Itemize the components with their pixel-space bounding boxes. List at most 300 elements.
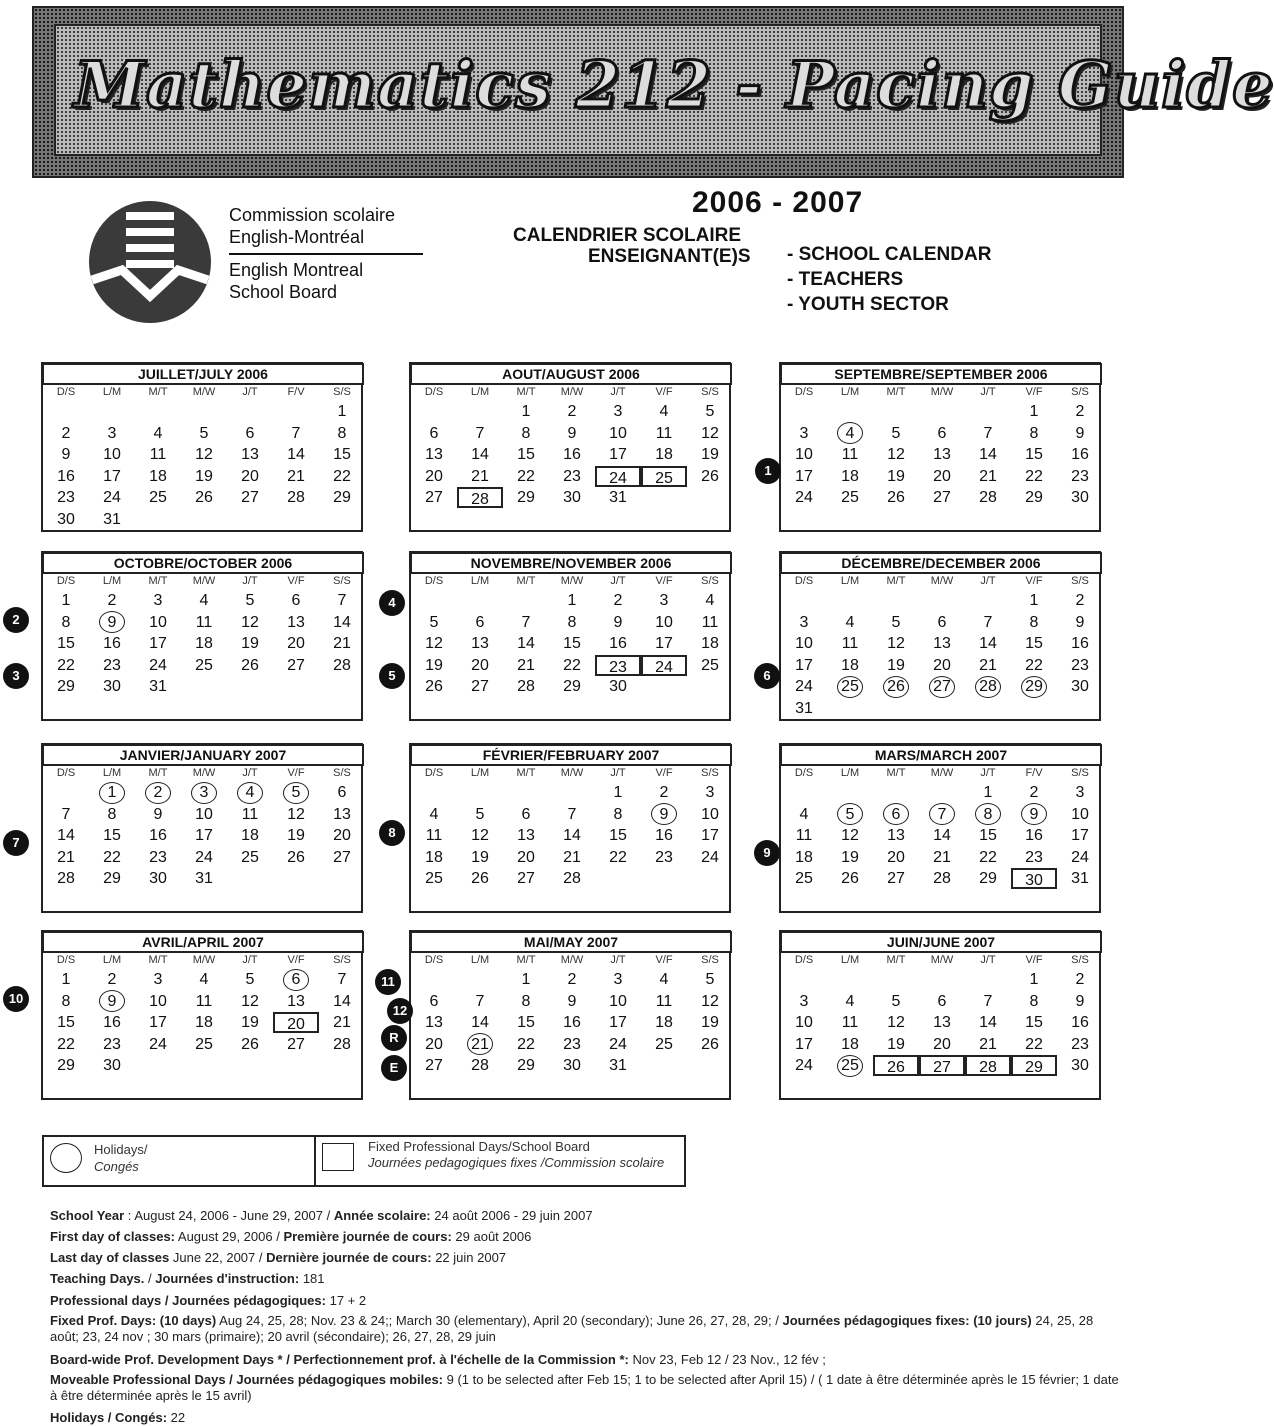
calendar-day: 21 xyxy=(563,848,581,866)
calendar-day: 10 xyxy=(195,805,213,823)
calendar-day: 14 xyxy=(471,446,489,463)
weekday-header: V/F xyxy=(655,386,673,398)
weekday-header: M/W xyxy=(930,575,954,587)
month-title: JUIN/JUNE 2007 xyxy=(780,931,1102,953)
weekday-header: M/T xyxy=(886,767,906,779)
calendar-day: 14 xyxy=(563,827,581,844)
calendar-day: 17 xyxy=(609,1014,627,1031)
calendar-day: 12 xyxy=(241,992,259,1010)
calendar-day: 7 xyxy=(61,805,71,823)
calendar-day: 2 xyxy=(61,424,71,442)
calendar-day: 25 xyxy=(241,848,259,866)
board-days-label: Board-wide Prof. Development Days * / Perfectionnement prof. à l'échelle de la Commission *: xyxy=(50,1352,629,1367)
calendar-day: 19 xyxy=(887,1035,905,1053)
calendar-day: 27 xyxy=(241,489,259,506)
calendar-day: 3 xyxy=(181,782,227,803)
calendar-day: 17 xyxy=(103,467,121,485)
first-day-label: First day of classes: xyxy=(50,1229,175,1244)
calendar-day: 26 xyxy=(195,489,213,506)
calendar-day: 1 xyxy=(983,784,993,801)
calendar-day: 1 xyxy=(1029,592,1039,609)
calendar-day: 1 xyxy=(61,592,71,609)
holiday-legend-icon xyxy=(50,1143,82,1173)
school-year-label: School Year xyxy=(50,1208,125,1223)
month-title: AVRIL/APRIL 2007 xyxy=(42,931,364,953)
calendar-day: 8 xyxy=(1029,613,1039,631)
calendar-day: 14 xyxy=(333,992,351,1010)
calendar-day: 18 xyxy=(241,827,259,844)
calendar-day: 29 xyxy=(1011,1055,1057,1076)
calendar-day: 12 xyxy=(195,446,213,463)
calendar-day: 5 xyxy=(273,782,319,803)
calendar-day: 31 xyxy=(195,870,213,887)
school-year-fr-value: 24 août 2006 - 29 juin 2007 xyxy=(434,1208,593,1223)
weekday-header: J/T xyxy=(242,767,258,779)
calendar-day: 25 xyxy=(795,870,813,887)
calendar-day: 1 xyxy=(1029,403,1039,420)
calendar-day: 3 xyxy=(613,403,623,420)
calendar-day: 16 xyxy=(149,827,167,844)
week-marker: 11 xyxy=(375,969,401,995)
calendar-day: 1 xyxy=(61,971,71,988)
calendar-day: 18 xyxy=(425,848,443,866)
calendar-day: 29 xyxy=(517,489,535,506)
calendar-day: 12 xyxy=(287,805,305,823)
calendar-day: 17 xyxy=(149,635,167,652)
calendar-day: 8 xyxy=(61,613,71,631)
weekday-header: S/S xyxy=(701,575,719,587)
calendar-day: 27 xyxy=(425,489,443,506)
holiday-circle xyxy=(837,422,863,444)
month-title: JANVIER/JANUARY 2007 xyxy=(42,744,364,766)
week-marker: 5 xyxy=(379,663,405,689)
holiday-circle xyxy=(191,782,217,804)
holiday-circle xyxy=(99,611,125,633)
calendar-day: 25 xyxy=(655,1035,673,1053)
calendar-day: 22 xyxy=(333,467,351,485)
calendar-day: 19 xyxy=(471,848,489,866)
calendar-day: 15 xyxy=(563,635,581,652)
week-marker: E xyxy=(381,1055,407,1081)
teaching-fr-label: Journées d'instruction: xyxy=(155,1271,300,1286)
fixed-days-fr-label: Journées pédagogiques fixes: (10 jours) xyxy=(782,1313,1032,1328)
calendar-day: 26 xyxy=(701,1035,719,1053)
calendar-day: 10 xyxy=(1071,805,1089,823)
board-line2: English-Montréal xyxy=(229,227,365,247)
calendar-day: 16 xyxy=(563,446,581,463)
holidays-value: 22 xyxy=(170,1410,186,1425)
holiday-circle xyxy=(883,676,909,698)
calendar-day: 2 xyxy=(567,403,577,420)
weekday-header: J/T xyxy=(242,954,258,966)
month-title: SEPTEMBRE/SEPTEMBER 2006 xyxy=(780,363,1102,385)
calendar-day: 3 xyxy=(799,424,809,442)
weekday-header: M/T xyxy=(148,575,168,587)
calendar-day: 17 xyxy=(195,827,213,844)
calendar-day: 30 xyxy=(149,870,167,887)
calendar-day: 20 xyxy=(887,848,905,866)
subtitle-school-calendar: - SCHOOL CALENDAR xyxy=(787,244,992,265)
calendar-day: 11 xyxy=(841,635,859,652)
calendar-day: 28 xyxy=(563,870,581,887)
weekday-header: V/F xyxy=(287,575,305,587)
calendar-day: 16 xyxy=(57,467,75,485)
calendar-day: 31 xyxy=(795,699,813,717)
weekday-header: M/T xyxy=(516,386,536,398)
calendar-day: 26 xyxy=(241,656,259,674)
holiday-circle xyxy=(883,803,909,825)
calendar-day: 28 xyxy=(979,489,997,506)
info-teaching-days: Teaching Days. / Journées d'instruction: 181 xyxy=(50,1271,325,1286)
month-title: OCTOBRE/OCTOBER 2006 xyxy=(42,552,364,574)
calendar-day: 6 xyxy=(245,424,255,442)
calendar-day: 17 xyxy=(795,656,813,674)
weekday-header: J/T xyxy=(242,386,258,398)
calendar-day: 18 xyxy=(841,467,859,485)
last-day-fr-value: 22 juin 2007 xyxy=(435,1250,507,1265)
calendar-day: 15 xyxy=(609,827,627,844)
calendar-day: 25 xyxy=(425,870,443,887)
calendar-day: 28 xyxy=(333,1035,351,1053)
weekday-header: V/F xyxy=(1025,954,1043,966)
fixed-days-value: Aug 24, 25, 28; Nov. 23 & 24;; March 30 (elementary), April 20 (secondary); June 26, 27, 28, 29; xyxy=(219,1313,772,1328)
weekday-header: L/M xyxy=(840,954,860,966)
calendar-day: 28 xyxy=(965,676,1011,697)
calendar-day: 16 xyxy=(103,1014,121,1031)
calendar-day: 12 xyxy=(887,446,905,463)
calendar-day: 14 xyxy=(333,613,351,631)
calendar-day: 9 xyxy=(1011,804,1057,825)
holiday-circle xyxy=(837,676,863,698)
calendar-day: 9 xyxy=(613,613,623,631)
calendar-day: 26 xyxy=(471,870,489,887)
school-year-fr-label: Année scolaire: xyxy=(333,1208,431,1223)
weekday-header: D/S xyxy=(424,767,444,779)
weekday-header: M/W xyxy=(560,386,584,398)
calendar-day: 29 xyxy=(1011,676,1057,697)
calendar-day: 22 xyxy=(103,848,121,866)
calendar-day: 21 xyxy=(979,656,997,674)
calendar-day: 20 xyxy=(933,1035,951,1053)
calendar-day: 24 xyxy=(103,489,121,506)
weekday-header: J/T xyxy=(980,386,996,398)
calendar-day: 29 xyxy=(103,870,121,887)
weekday-header: L/M xyxy=(102,954,122,966)
calendar-day: 10 xyxy=(701,805,719,823)
calendar-day: 9 xyxy=(567,424,577,442)
calendar-day: 23 xyxy=(563,467,581,485)
calendar-day: 29 xyxy=(333,489,351,506)
calendar-day: 11 xyxy=(655,992,673,1010)
weekday-header: M/W xyxy=(192,954,216,966)
calendar-day: 21 xyxy=(471,467,489,485)
calendar-day: 13 xyxy=(471,635,489,652)
month-calendar xyxy=(409,743,731,913)
calendar-day: 16 xyxy=(1071,446,1089,463)
calendar-day: 4 xyxy=(199,592,209,609)
legend xyxy=(42,1135,686,1187)
calendar-day: 3 xyxy=(799,613,809,631)
calendar-day: 8 xyxy=(965,804,1011,825)
calendar-day: 21 xyxy=(333,635,351,652)
calendar-day: 16 xyxy=(655,827,673,844)
holiday-circle xyxy=(651,803,677,825)
prof-days-value: 17 + 2 xyxy=(329,1293,367,1308)
week-marker: 1 xyxy=(755,458,781,484)
calendar-day: 31 xyxy=(609,489,627,506)
calendar-day: 17 xyxy=(655,635,673,652)
calendar-day: 17 xyxy=(701,827,719,844)
subtitle-teachers: - TEACHERS xyxy=(787,269,904,290)
calendar-day: 17 xyxy=(1071,827,1089,844)
calendar-day: 30 xyxy=(103,1057,121,1074)
calendar-day: 27 xyxy=(287,656,305,674)
calendar-day: 20 xyxy=(933,656,951,674)
calendar-day: 7 xyxy=(567,805,577,823)
weekday-header: M/W xyxy=(560,575,584,587)
calendar-day: 3 xyxy=(659,592,669,609)
first-day-value: August 29, 2006 xyxy=(177,1229,273,1244)
calendar-day: 10 xyxy=(655,613,673,631)
calendar-day: 19 xyxy=(841,848,859,866)
weekday-header: J/T xyxy=(980,575,996,587)
calendar-day: 12 xyxy=(701,992,719,1010)
month-calendar xyxy=(779,362,1101,532)
calendar-day: 14 xyxy=(57,827,75,844)
weekday-header: F/V xyxy=(1025,767,1043,779)
calendar-day: 19 xyxy=(195,467,213,485)
calendar-day: 3 xyxy=(153,592,163,609)
calendar-day: 20 xyxy=(333,827,351,844)
last-day-label: Last day of classes xyxy=(50,1250,170,1265)
calendar-day: 7 xyxy=(983,424,993,442)
calendar-day: 24 xyxy=(701,848,719,866)
calendar-day: 5 xyxy=(891,992,901,1010)
weekday-header: L/M xyxy=(470,954,490,966)
week-marker: 12 xyxy=(387,998,413,1024)
calendar-day: 6 xyxy=(291,592,301,609)
calendar-day: 23 xyxy=(655,848,673,866)
board-line1: Commission scolaire xyxy=(229,205,396,225)
calendar-day: 16 xyxy=(1025,827,1043,844)
calendar-day: 2 xyxy=(135,782,181,803)
calendar-day: 2 xyxy=(613,592,623,609)
weekday-header: M/T xyxy=(886,386,906,398)
calendar-day: 30 xyxy=(609,678,627,695)
calendar-day: 14 xyxy=(979,1014,997,1031)
calendar-day: 31 xyxy=(103,510,121,528)
calendar-day: 23 xyxy=(563,1035,581,1053)
calendar-day: 10 xyxy=(149,613,167,631)
weekday-header: M/W xyxy=(930,954,954,966)
calendar-day: 27 xyxy=(425,1057,443,1074)
calendar-day: 22 xyxy=(1025,656,1043,674)
prof-days-label: Professional days / Journées pédagogiques: xyxy=(50,1293,326,1308)
calendar-day: 13 xyxy=(287,992,305,1010)
calendar-day: 15 xyxy=(57,1014,75,1031)
calendar-day: 31 xyxy=(1071,870,1089,887)
month-calendar xyxy=(409,551,731,721)
weekday-header: L/M xyxy=(840,386,860,398)
calendar-day: 12 xyxy=(425,635,443,652)
calendar-day: 10 xyxy=(795,635,813,652)
holiday-circle xyxy=(1021,676,1047,698)
calendar-day: 3 xyxy=(613,971,623,988)
week-marker: 10 xyxy=(3,986,29,1012)
calendar-day: 4 xyxy=(199,971,209,988)
weekday-header: J/T xyxy=(610,767,626,779)
calendar-day: 26 xyxy=(873,676,919,697)
calendar-day: 6 xyxy=(937,613,947,631)
weekday-header: D/S xyxy=(56,767,76,779)
legend-fixed-en: Fixed Professional Days/School Board xyxy=(368,1139,590,1154)
calendar-day: 11 xyxy=(795,827,813,844)
calendar-day: 25 xyxy=(195,656,213,674)
calendar-day: 26 xyxy=(841,870,859,887)
calendar-day: 9 xyxy=(1075,992,1085,1010)
calendar-day: 26 xyxy=(887,489,905,506)
calendar-day: 13 xyxy=(517,827,535,844)
calendar-day: 4 xyxy=(659,971,669,988)
weekday-header: M/W xyxy=(192,575,216,587)
calendar-day: 31 xyxy=(149,678,167,695)
calendar-day: 13 xyxy=(425,446,443,463)
calendar-day: 23 xyxy=(1071,1035,1089,1053)
calendar-day: 14 xyxy=(471,1014,489,1031)
holiday-circle xyxy=(837,1055,863,1077)
calendar-day: 10 xyxy=(149,992,167,1010)
calendar-day: 18 xyxy=(195,1014,213,1031)
calendar-day: 4 xyxy=(827,423,873,444)
weekday-header: J/T xyxy=(610,954,626,966)
school-year-heading: 2006 - 2007 xyxy=(692,186,864,219)
calendar-day: 25 xyxy=(827,1055,873,1076)
calendar-day: 30 xyxy=(563,1057,581,1074)
calendar-day: 8 xyxy=(1029,424,1039,442)
calendar-day: 11 xyxy=(425,827,443,844)
weekday-header: S/S xyxy=(333,767,351,779)
calendar-day: 8 xyxy=(521,992,531,1010)
calendar-day: 21 xyxy=(979,1035,997,1053)
calendar-day: 5 xyxy=(891,424,901,442)
calendar-day: 2 xyxy=(659,784,669,801)
calendar-day: 18 xyxy=(655,446,673,463)
weekday-header: S/S xyxy=(333,386,351,398)
calendar-day: 24 xyxy=(1071,848,1089,866)
calendar-day: 2 xyxy=(107,971,117,988)
weekday-header: M/W xyxy=(192,767,216,779)
calendar-day: 23 xyxy=(1071,656,1089,674)
info-last-day: Last day of classes June 22, 2007 / Dernière journée de cours: 22 juin 2007 xyxy=(50,1250,507,1265)
calendar-day: 18 xyxy=(795,848,813,866)
holiday-circle xyxy=(975,803,1001,825)
calendar-day: 7 xyxy=(475,992,485,1010)
calendar-day: 19 xyxy=(887,656,905,674)
week-marker: 6 xyxy=(754,663,780,689)
calendar-day: 13 xyxy=(933,446,951,463)
calendar-day: 12 xyxy=(887,1014,905,1031)
calendar-day: 6 xyxy=(937,992,947,1010)
calendar-day: 3 xyxy=(153,971,163,988)
weekday-header: V/F xyxy=(1025,575,1043,587)
moveable-days-value: 9 (1 to be selected after Feb 15; 1 to be selected after April 15) / ( 1 date à être déterminée après le 15 février; 1 date à être déterminée après le 15 avril) xyxy=(50,1372,1119,1403)
calendar-day: 27 xyxy=(333,848,351,866)
calendar-day: 23 xyxy=(103,656,121,674)
week-marker: R xyxy=(381,1025,407,1051)
calendar-day: 4 xyxy=(153,424,163,442)
month-calendar xyxy=(41,743,363,913)
weekday-header: M/T xyxy=(148,954,168,966)
calendar-day: 10 xyxy=(795,1014,813,1031)
calendar-day: 4 xyxy=(845,613,855,631)
calendar-day: 7 xyxy=(475,424,485,442)
calendar-day: 18 xyxy=(655,1014,673,1031)
info-school-year: School Year : August 24, 2006 - June 29, 2007 / Année scolaire: 24 août 2006 - 29 juin 2007 xyxy=(50,1208,593,1223)
calendar-day: 27 xyxy=(933,489,951,506)
weekday-header: J/T xyxy=(980,954,996,966)
calendar-day: 13 xyxy=(887,827,905,844)
calendar-day: 1 xyxy=(1029,971,1039,988)
info-fixed-days: Fixed Prof. Days: (10 days) Aug 24, 25, 28; Nov. 23 & 24;; March 30 (elementary), April 20 (secondary); June 26, 27, 28, 29; / Journées pédagogiques fixes: (10 jours) 24, 25, 28 août; 23, 24 nov ; 30 mars (primaire); 20 avril (sécondaire); 26, 27, 28, 29 juin xyxy=(50,1313,1094,1344)
calendar-day: 6 xyxy=(521,805,531,823)
calendar-day: 24 xyxy=(149,1035,167,1053)
calendar-day: 28 xyxy=(333,656,351,674)
calendar-day: 14 xyxy=(979,446,997,463)
weekday-header: M/W xyxy=(560,954,584,966)
weekday-header: M/T xyxy=(886,954,906,966)
calendar-day: 15 xyxy=(1025,446,1043,463)
holiday-circle xyxy=(283,782,309,804)
calendar-day: 27 xyxy=(919,1055,965,1076)
calendar-day: 11 xyxy=(241,805,259,823)
calendar-day: 10 xyxy=(609,424,627,442)
calendar-day: 5 xyxy=(475,805,485,823)
calendar-day: 2 xyxy=(107,592,117,609)
calendar-day: 27 xyxy=(517,870,535,887)
calendar-day: 21 xyxy=(457,1034,503,1055)
calendar-day: 26 xyxy=(241,1035,259,1053)
calendar-day: 15 xyxy=(103,827,121,844)
calendar-day: 7 xyxy=(983,992,993,1010)
weekday-header: D/S xyxy=(794,767,814,779)
calendar-day: 28 xyxy=(517,678,535,695)
calendar-day: 7 xyxy=(337,592,347,609)
calendar-day: 15 xyxy=(517,446,535,463)
calendar-day: 25 xyxy=(149,489,167,506)
calendar-day: 3 xyxy=(705,784,715,801)
calendar-day: 19 xyxy=(701,446,719,463)
weekday-header: L/M xyxy=(840,575,860,587)
calendar-day: 19 xyxy=(425,656,443,674)
calendar-day: 20 xyxy=(933,467,951,485)
calendar-day: 22 xyxy=(57,656,75,674)
holiday-circle xyxy=(99,990,125,1012)
calendar-day: 11 xyxy=(841,446,859,463)
calendar-day: 6 xyxy=(337,784,347,801)
weekday-header: L/M xyxy=(470,575,490,587)
calendar-day: 19 xyxy=(241,635,259,652)
calendar-day: 9 xyxy=(1075,613,1085,631)
week-marker: 4 xyxy=(379,590,405,616)
calendar-day: 28 xyxy=(965,1055,1011,1076)
calendar-day: 3 xyxy=(1075,784,1085,801)
calendar-day: 11 xyxy=(701,613,719,631)
weekday-header: D/S xyxy=(424,386,444,398)
month-title: AOUT/AUGUST 2006 xyxy=(410,363,732,385)
calendar-day: 1 xyxy=(521,971,531,988)
calendar-day: 30 xyxy=(57,510,75,528)
legend-holidays-fr: Congés xyxy=(94,1159,139,1174)
